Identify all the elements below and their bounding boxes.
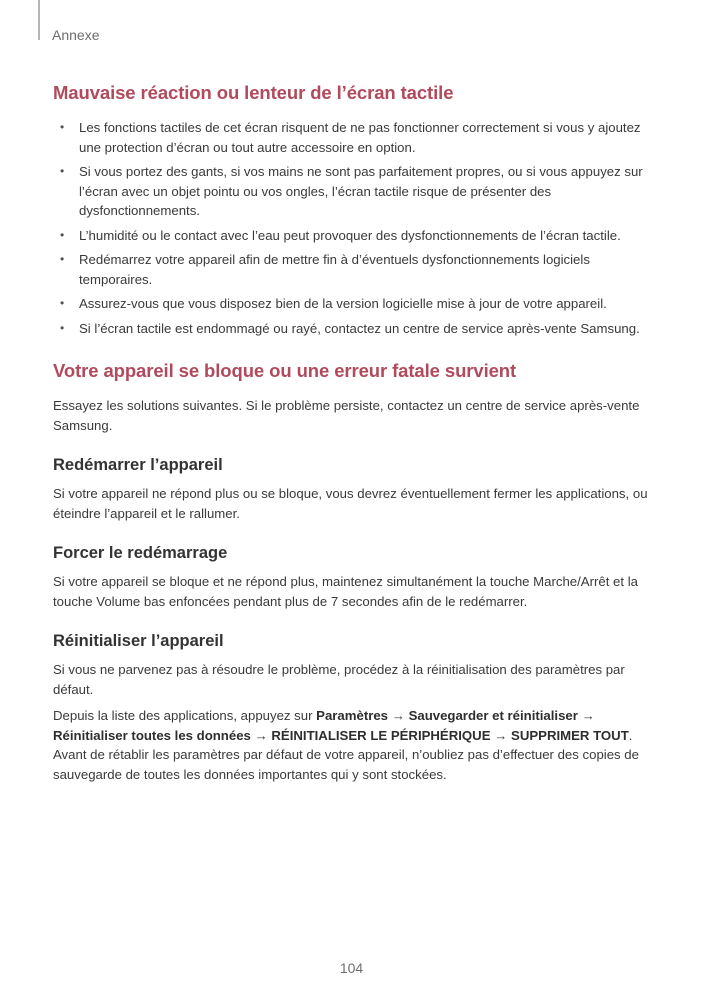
menu-path-delete-all: SUPPRIMER TOUT — [511, 727, 629, 743]
bullet-icon: • — [60, 164, 65, 178]
arrow-icon: → — [581, 708, 595, 723]
header-rule — [38, 0, 40, 40]
bullet-icon: • — [60, 320, 65, 335]
list-item: • Si l’écran tactile est endommagé ou rayé, contactez un centre de service après-vente Samsung. — [53, 319, 658, 339]
restart-text: Si votre appareil ne répond plus ou se bloque, vous devrez éventuellement fermer les applications, ou éteindre l’appareil et le rallumer. — [53, 486, 648, 521]
subsection-title-force-restart: Forcer le redémarrage — [53, 544, 228, 562]
reset-text-1: Si vous ne parvenez pas à résoudre le problème, procédez à la réinitialisation des paramètres par défaut. — [53, 662, 625, 697]
page-number: 104 — [339, 960, 364, 976]
menu-path-reset-device: RÉINITIALISER LE PÉRIPHÉRIQUE — [271, 727, 491, 743]
reset-text-2: Depuis la liste des applications, appuyez sur Paramètres → Sauvegarder et réinitialiser → Réinitialiser toutes les données → RÉINITIALISER LE PÉRIPHÉRIQUE → SUPPRIMER TOUT. Avant de rétablir les paramètres par défaut de votre appareil, n’oubliez pas d’effectuer des copies de sauvegarde de toutes les données importantes qui y sont stockées. — [53, 708, 639, 782]
subsection-title-restart: Redémarrer l’appareil — [53, 456, 223, 474]
bullet-icon: • — [60, 296, 65, 310]
freeze-intro-text: Essayez les solutions suivantes. Si le problème persiste, contactez un centre de service après-vente Samsung. — [53, 398, 640, 433]
subsection-title-reset: Réinitialiser l’appareil — [53, 632, 224, 650]
touchscreen-bullet-list — [53, 118, 658, 338]
force-restart-text: Si votre appareil se bloque et ne répond plus, maintenez simultanément la touche Marche/Arrêt et la touche Volume bas enfoncées pendant plus de 7 secondes afin de le redémarrer. — [53, 574, 638, 609]
page-content — [53, 82, 658, 791]
menu-path-factory-reset: Réinitialiser toutes les données — [53, 727, 251, 743]
bullet-icon: • — [60, 252, 65, 266]
list-item: • L’humidité ou le contact avec l’eau peut provoquer des dysfonctionnements de l’écran tactile. — [53, 226, 658, 246]
list-item: • Assurez-vous que vous disposez bien de la version logicielle mise à jour de votre appareil. — [53, 294, 658, 314]
arrow-icon: → — [254, 727, 268, 743]
arrow-icon: → — [391, 708, 405, 723]
menu-path-backup-reset: Sauvegarder et réinitialiser — [408, 708, 578, 723]
menu-path-settings: Paramètres — [316, 708, 389, 723]
list-item: • Les fonctions tactiles de cet écran risquent de ne pas fonctionner correctement si vous y ajoutez une protection d’écran ou tout autre accessoire en option. — [60, 120, 641, 155]
header-section-label: Annexe — [52, 27, 100, 43]
section-title-touchscreen: Mauvaise réaction ou lenteur de l’écran tactile — [53, 82, 454, 103]
section-title-freeze: Votre appareil se bloque ou une erreur fatale survient — [53, 360, 517, 381]
list-item: • Redémarrez votre appareil afin de mettre fin à d’éventuels dysfonctionnements logiciels temporaires. — [60, 252, 590, 287]
bullet-icon: • — [60, 120, 65, 134]
arrow-icon: → — [494, 727, 508, 743]
list-item: • Si vous portez des gants, si vos mains ne sont pas parfaitement propres, ou si vous appuyez sur l’écran avec un objet pointu ou vos ongles, l’écran tactile risque de présenter des dysfonctionnements. — [60, 164, 643, 218]
bullet-icon: • — [60, 227, 65, 242]
